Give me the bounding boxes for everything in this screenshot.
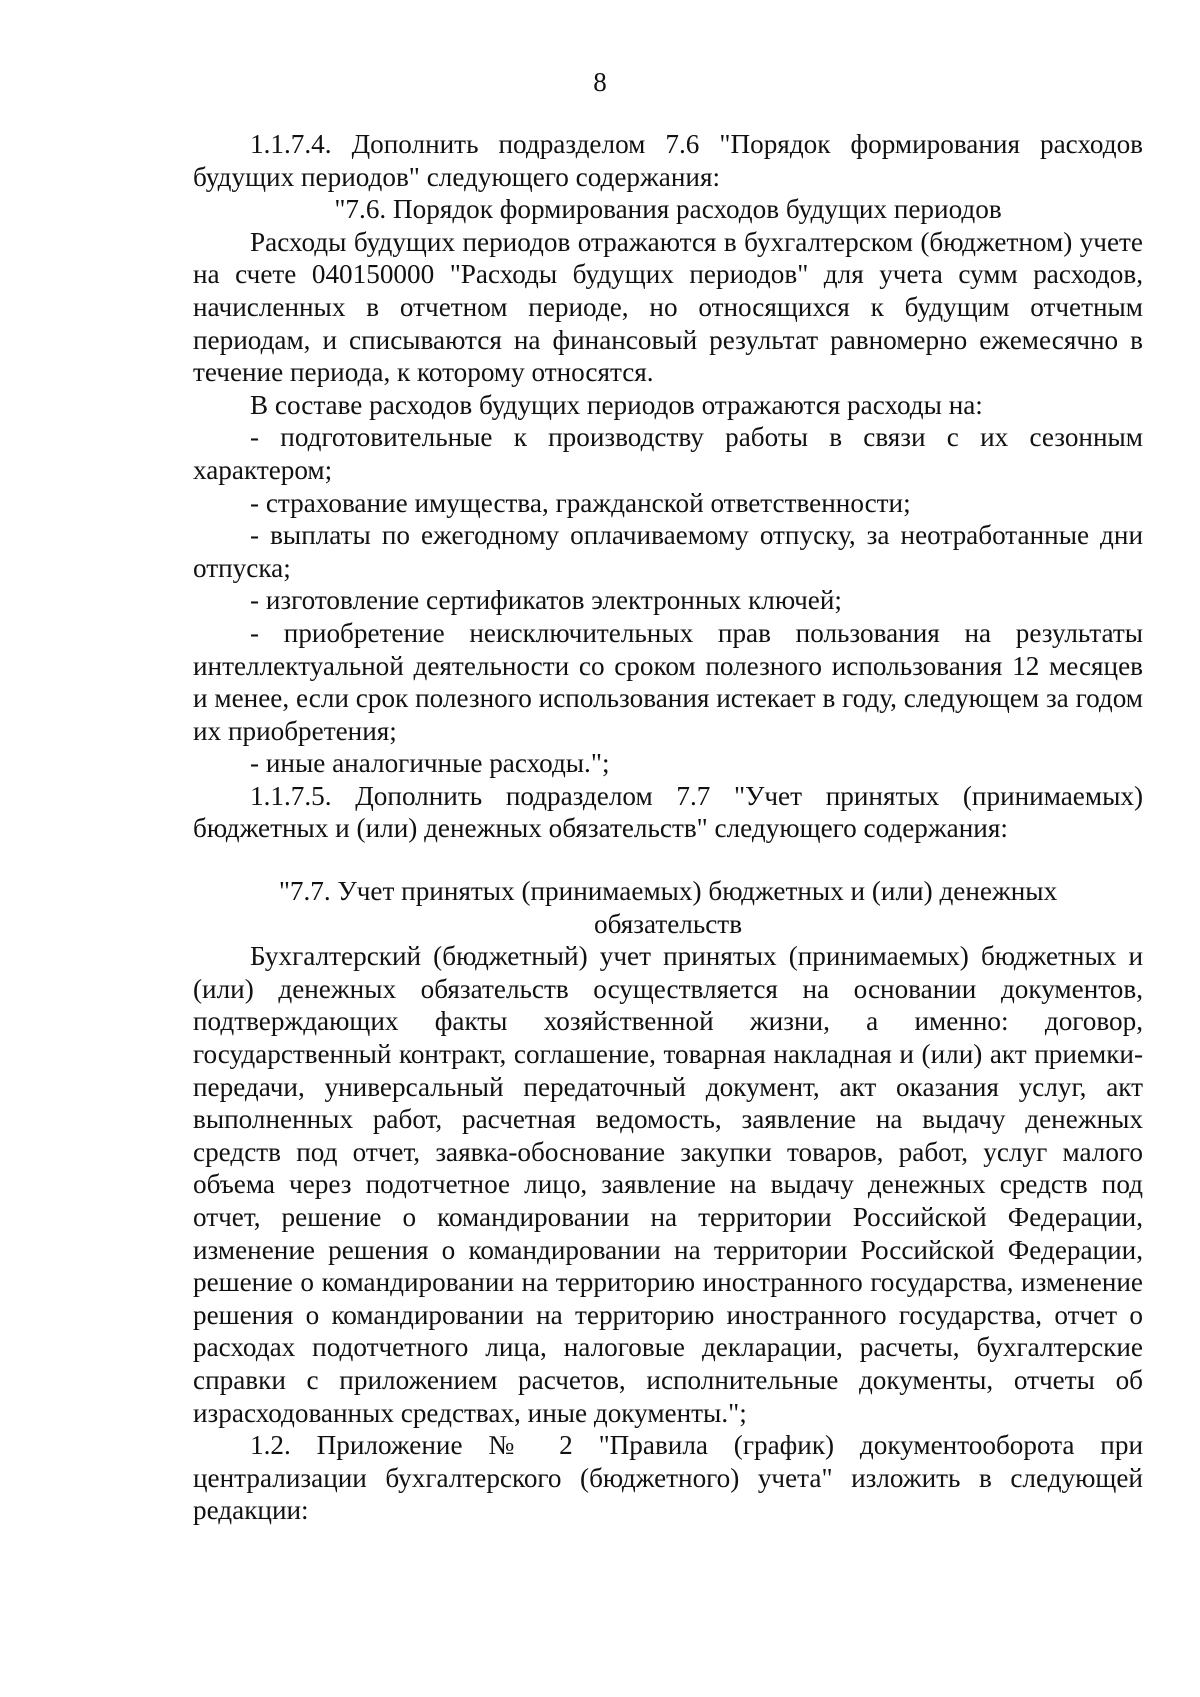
paragraph-7-6-list-intro: В составе расходов будущих периодов отражаются расходы на:	[250, 389, 983, 420]
document-body	[193, 128, 1143, 1527]
list-item: - выплаты по ежегодному оплачиваемому отпуску, за неотработанные дни отпуска;	[193, 520, 1143, 583]
paragraph-1-1-7-4: 1.1.7.4. Дополнить подразделом 7.6 "Порядок формирования расходов будущих периодов" следующего содержания:	[193, 129, 1143, 192]
section-heading-7-6: "7.6. Порядок формирования расходов будущих периодов	[334, 194, 1002, 225]
paragraph-7-6-intro: Расходы будущих периодов отражаются в бухгалтерском (бюджетном) учете на счете 040150000 "Расходы будущих периодов" для учета сумм расходов, начисленных в отчетном периоде, но относящихся к будущим отчетным периодам, и списываются на финансовый результат равномерно ежемесячно в течение периода, к которому относятся.	[193, 226, 1143, 388]
paragraph-1-2: 1.2. Приложение № 2 "Правила (график) документооборота при централизации бухгалтерского (бюджетного) учета" изложить в следующей редакции:	[193, 1430, 1143, 1526]
section-heading-7-7-continued: обязательств	[593, 908, 743, 939]
list-item: - иные аналогичные расходы.";	[250, 748, 610, 779]
list-item: - страхование имущества, гражданской ответственности;	[250, 487, 911, 518]
list-item: - приобретение неисключительных прав пользования на результаты интеллектуальной деятельности со сроком полезного использования 12 месяцев и менее, если срок полезного использования истекает в году, следующем за годом их приобретения;	[193, 617, 1143, 746]
paragraph-7-7-body: Бухгалтерский (бюджетный) учет принятых (принимаемых) бюджетных и (или) денежных обязательств осуществляется на основании документов, подтверждающих факты хозяйственной жизни, а именно: договор, государственный контракт, соглашение, товарная накладная и (или) акт приемки-передачи, универсальный передаточный документ, акт оказания услуг, акт выполненных работ, расчетная ведомость, заявление на выдачу денежных средств под отчет, заявка-обоснование закупки товаров, работ, услуг малого объема через подотчетное лицо, заявление на выдачу денежных средств под отчет, решение о командировании на территории Российской Федерации, изменение решения о командировании на территории Российской Федерации, решение о командировании на территорию иностранного государства, изменение решения о командировании на территорию иностранного государства, отчет о расходах подотчетного лица, налоговые декларации, расчеты, бухгалтерские справки с приложением расчетов, исполнительные документы, отчеты об израсходованных средствах, иные документы.";	[193, 941, 1143, 1428]
paragraph-1-1-7-5: 1.1.7.5. Дополнить подразделом 7.7 "Учет принятых (принимаемых) бюджетных и (или) денежных обязательств" следующего содержания:	[193, 780, 1143, 844]
page-number: 8	[593, 67, 607, 97]
section-spacer	[193, 845, 1143, 875]
section-heading-7-7: "7.7. Учет принятых (принимаемых) бюджетных и (или) денежных	[278, 876, 1058, 907]
list-item: - изготовление сертификатов электронных ключей;	[250, 585, 842, 616]
list-item: - подготовительные к производству работы в связи с их сезонным характером;	[193, 422, 1143, 485]
